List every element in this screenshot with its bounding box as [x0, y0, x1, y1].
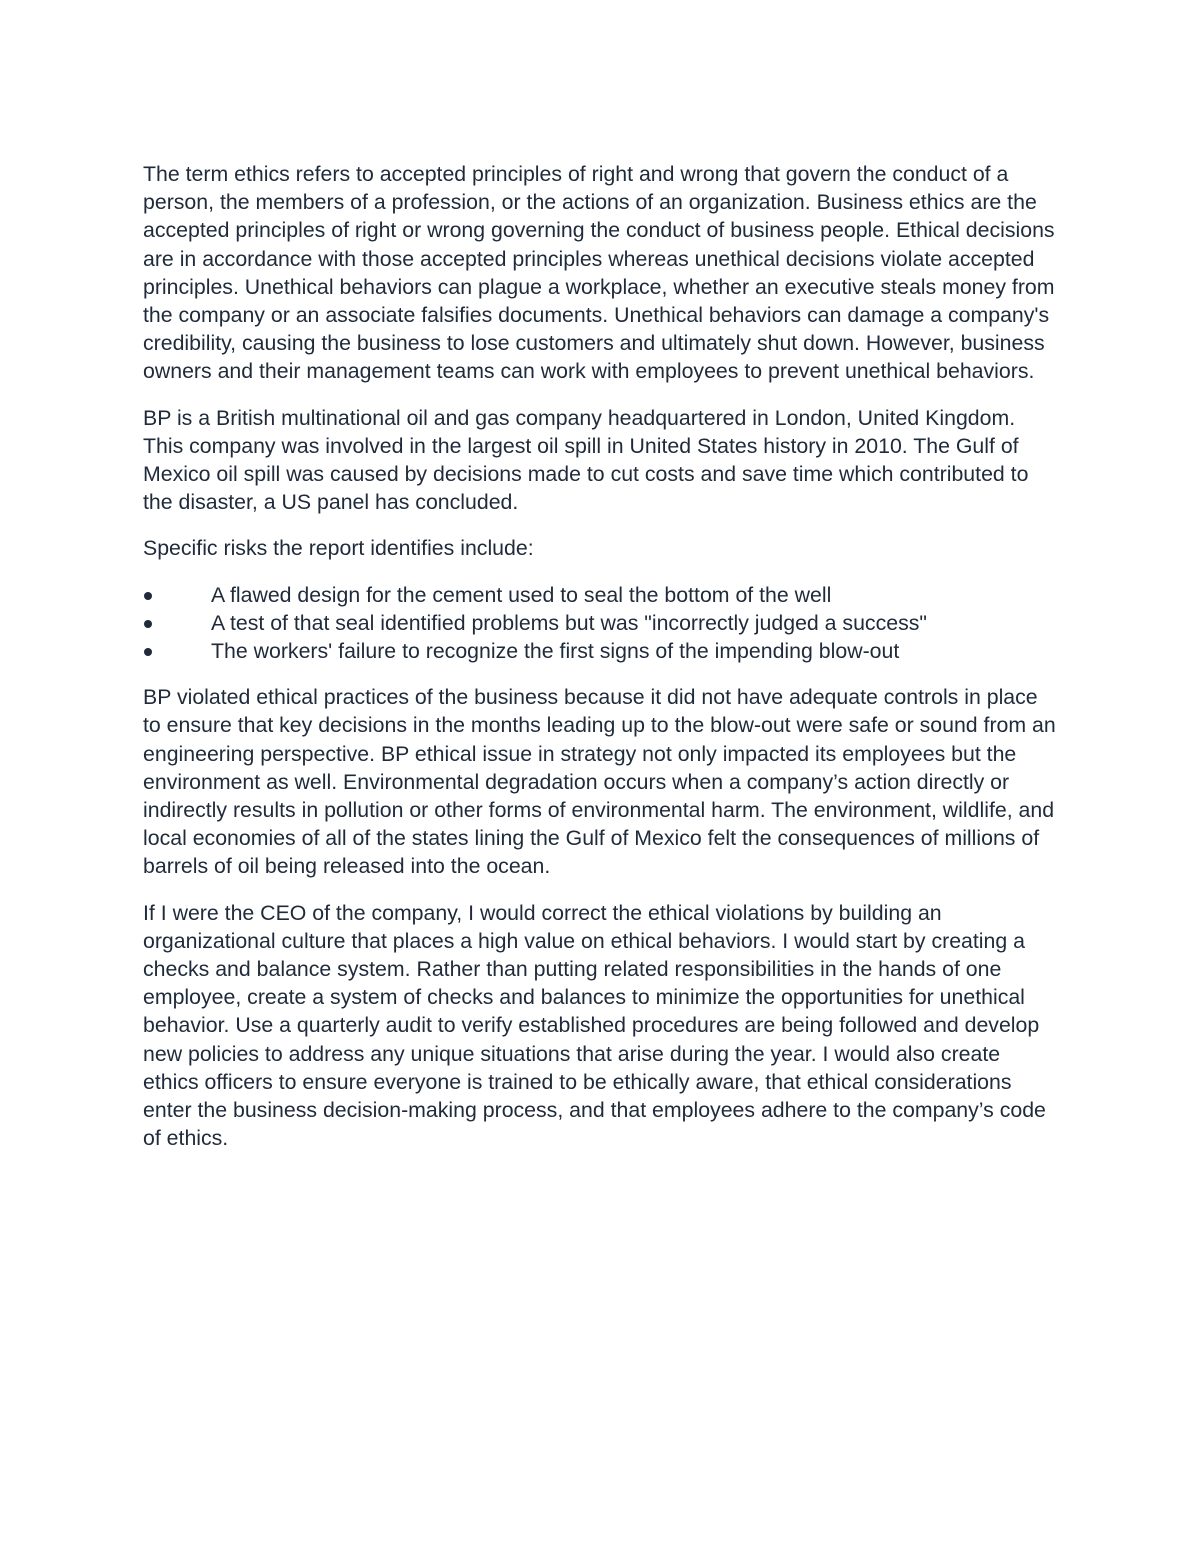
paragraph-risks-intro: Specific risks the report identifies include:	[143, 536, 534, 561]
bullet-icon	[144, 592, 152, 600]
paragraph-bp-background: BP is a British multinational oil and gas company headquartered in London, United Kingdom. This company was involved in the largest oil spill in United States history in 2010. The Gulf of Mexico oil spill was caused by decisions made to cut costs and save time which contributed to the disaster, a US panel has concluded.	[143, 405, 1029, 515]
bullet-icon	[144, 648, 152, 656]
bullet-text: A flawed design for the cement used to seal the bottom of the well	[211, 582, 832, 607]
paragraph-ceo-corrections: If I were the CEO of the company, I would correct the ethical violations by building an organizational culture that places a high value on ethical behaviors. I would start by creating a checks and balance system. Rather than putting related responsibilities in the hands of one employee, create a system of checks and balances to minimize the opportunities for unethical behavior. Use a quarterly audit to verify established procedures are being followed and develop new policies to address any unique situations that arise during the year. I would also create ethics officers to ensure everyone is trained to be ethically aware, that ethical considerations enter the business decision-making process, and that employees adhere to the company’s code of ethics.	[143, 900, 1046, 1151]
risks-bullet-list	[143, 581, 1058, 666]
paragraph-bp-violations: BP violated ethical practices of the business because it did not have adequate controls in place to ensure that key decisions in the months leading up to the blow-out were safe or sound from an engineering perspective. BP ethical issue in strategy not only impacted its employees but the environment as well. Environmental degradation occurs when a company’s action directly or indirectly results in pollution or other forms of environmental harm. The environment, wildlife, and local economies of all of the states lining the Gulf of Mexico felt the consequences of millions of barrels of oil being released into the ocean.	[143, 685, 1056, 879]
bullet-text: The workers' failure to recognize the first signs of the impending blow-out	[211, 639, 900, 664]
paragraph-ethics-definition: The term ethics refers to accepted principles of right and wrong that govern the conduct of a person, the members of a profession, or the actions of an organization. Business ethics are the accepted principles of right or wrong governing the conduct of business people. Ethical decisions are in accordance with those accepted principles whereas unethical decisions violate accepted principles. Unethical behaviors can plague a workplace, whether an executive steals money from the company or an associate falsifies documents. Unethical behaviors can damage a company's credibility, causing the business to lose customers and ultimately shut down. However, business owners and their management teams can work with employees to prevent unethical behaviors.	[143, 162, 1055, 384]
bullet-text: A test of that seal identified problems but was "incorrectly judged a success"	[211, 610, 927, 635]
bullet-icon	[144, 620, 152, 628]
list-item	[143, 637, 1058, 665]
list-item	[143, 609, 1058, 637]
document-body	[143, 160, 1058, 1171]
list-item	[143, 581, 1058, 609]
